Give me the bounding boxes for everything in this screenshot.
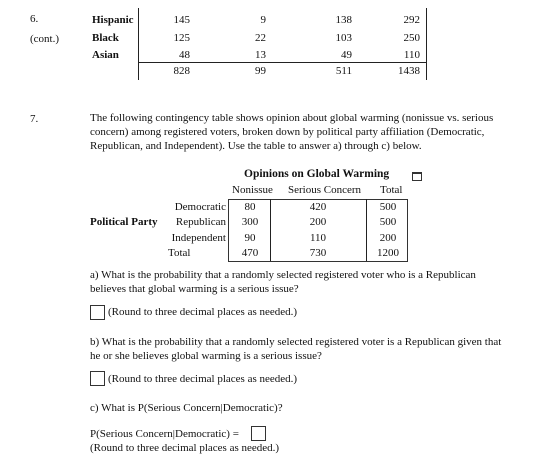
table6-total-rule <box>138 62 426 63</box>
cell: 300 <box>241 216 259 228</box>
cell: 138 <box>335 14 352 26</box>
cell: 1200 <box>377 247 399 259</box>
row-label-democratic: Democratic <box>174 201 226 213</box>
answer-b-hint: (Round to three decimal places as needed.) <box>108 373 298 385</box>
row-label-asian: Asian <box>92 49 119 61</box>
cell: 511 <box>335 65 352 77</box>
cell: 80 <box>244 201 256 213</box>
cell: 22 <box>255 32 266 44</box>
cell: 110 <box>403 49 420 61</box>
cell: 145 <box>173 14 190 26</box>
problem-6-number: 6. <box>30 13 39 25</box>
row-label-republican: Republican <box>175 216 226 228</box>
question-a-line: believes that global warming is a serious issue? <box>90 283 299 295</box>
answer-a-hint: (Round to three decimal places as needed.) <box>108 306 298 318</box>
cell: 13 <box>255 49 266 61</box>
row-label-independent: Independent <box>171 232 226 244</box>
answer-a-input[interactable] <box>90 305 105 320</box>
intro-line: Republican, and Independent). Use the table to answer a) through c) below. <box>90 140 422 152</box>
row-label-black: Black <box>92 32 119 44</box>
cell: 200 <box>379 232 397 244</box>
cell: 250 <box>403 32 420 44</box>
table-popout-icon[interactable] <box>412 172 422 181</box>
side-label-political-party: Political Party <box>90 216 158 228</box>
intro-line: The following contingency table shows opinion about global warming (nonissue vs. serious <box>90 112 494 124</box>
table6-right-border <box>426 8 427 80</box>
cell: 500 <box>379 216 397 228</box>
answer-c-hint: (Round to three decimal places as needed.) <box>90 442 280 454</box>
cell: 292 <box>403 14 420 26</box>
cell: 103 <box>335 32 352 44</box>
table6-left-border <box>138 8 139 80</box>
cell: 200 <box>309 216 327 228</box>
col-header-total: Total <box>380 184 403 196</box>
table-col-divider <box>270 199 271 261</box>
cell: 500 <box>379 201 397 213</box>
cell: 125 <box>173 32 190 44</box>
cell: 49 <box>341 49 352 61</box>
row-label-hispanic: Hispanic <box>92 14 134 26</box>
cell: 9 <box>260 14 266 26</box>
question-b-line: b) What is the probability that a randomly selected registered voter is a Republican given that <box>90 336 502 348</box>
cell: 1438 <box>398 65 420 77</box>
row-label-total: Total <box>168 247 191 259</box>
cell: 828 <box>173 65 190 77</box>
question-c: c) What is P(Serious Concern|Democratic)? <box>90 402 283 414</box>
table-title: Opinions on Global Warming <box>244 168 390 180</box>
question-b-line: he or she believes global warming is a serious issue? <box>90 350 322 362</box>
problem-7-number: 7. <box>30 113 39 125</box>
question-c-expression: P(Serious Concern|Democratic) = <box>90 428 239 440</box>
problem-6-cont-label: (cont.) <box>30 33 60 45</box>
answer-b-input[interactable] <box>90 371 105 386</box>
table-col-divider <box>366 199 367 261</box>
cell: 470 <box>241 247 259 259</box>
cell: 110 <box>309 232 327 244</box>
cell: 90 <box>244 232 256 244</box>
col-header-nonissue: Nonissue <box>232 184 273 196</box>
col-header-serious-concern: Serious Concern <box>288 184 362 196</box>
answer-c-input[interactable] <box>251 426 266 441</box>
cell: 48 <box>179 49 190 61</box>
cell: 420 <box>309 201 327 213</box>
question-a-line: a) What is the probability that a randomly selected registered voter who is a Republican <box>90 269 476 281</box>
cell: 730 <box>309 247 327 259</box>
intro-line: concern) among registered voters, broken down by political party affiliation (Democratic, <box>90 126 485 138</box>
cell: 99 <box>255 65 266 77</box>
